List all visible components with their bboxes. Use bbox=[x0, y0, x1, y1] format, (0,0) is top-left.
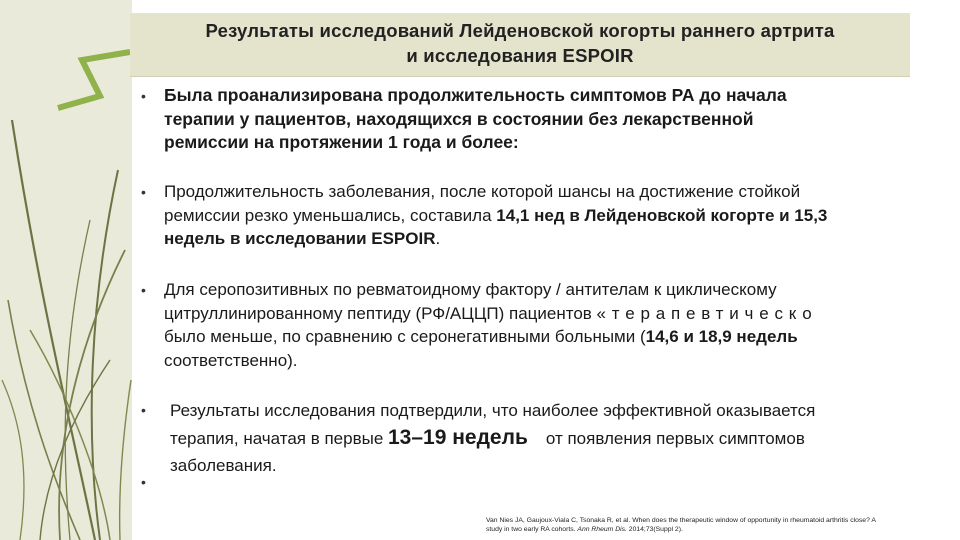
bullet-line bbox=[170, 424, 960, 453]
reference-line: Van Nies JA, Gaujoux-Viala C, Tsonaka R, et al. When does the therapeutic window of opportunity in rheumatoid arthritis close? A bbox=[486, 517, 876, 524]
bullet-span: цитруллинированному пептиду (РФ/АЦЦП) пациентов bbox=[164, 303, 597, 323]
reference-span: 2014;73(Suppl 2). bbox=[626, 526, 683, 533]
reference-citation bbox=[486, 516, 956, 534]
decorative-side-panel bbox=[0, 0, 132, 540]
reference-line bbox=[486, 525, 956, 534]
bullet-highlight: 13–19 недель bbox=[388, 426, 528, 449]
bullet-span: ремиссии резко уменьшались, составила bbox=[164, 205, 497, 225]
bullet-line: Продолжительность заболевания, после которой шансы на достижение стойкой bbox=[164, 182, 801, 201]
bullet-span: было меньше, по сравнению с серонегативными больными ( bbox=[164, 327, 646, 346]
slide-title-line-2: и исследования ESPOIR bbox=[406, 45, 634, 66]
bullet-line: терапии у пациентов, находящихся в состоянии без лекарственной bbox=[164, 108, 754, 129]
bullet-line: Была проанализирована продолжительность симптомов РА до начала bbox=[164, 85, 787, 105]
bullet-span: терапия, начатая в первые bbox=[170, 429, 388, 448]
bullet-spaced-text: «терапевтическо bbox=[596, 303, 818, 323]
bullet-line: соответственно). bbox=[164, 350, 298, 370]
slide-title-line-1: Результаты исследований Лейденовской когорты раннего артрита bbox=[205, 20, 835, 41]
bullet-line bbox=[164, 227, 960, 251]
bullet-text bbox=[170, 398, 960, 479]
slide-title-box bbox=[130, 13, 910, 77]
reference-span: study in two early RA cohorts. bbox=[486, 526, 578, 533]
bullet-span: от появления первых симптомов bbox=[545, 429, 805, 448]
bullet-emphasis: 14,6 и 18,9 недель bbox=[645, 327, 798, 346]
bullet-item bbox=[137, 84, 960, 155]
bullet-item bbox=[137, 398, 960, 479]
bullet-marker: • bbox=[141, 282, 146, 298]
bullet-emphasis: недель в исследовании ESPOIR bbox=[164, 229, 436, 248]
bullet-line: Результаты исследования подтвердили, что наиболее эффективной оказывается bbox=[170, 401, 816, 420]
bullet-span: . bbox=[435, 229, 441, 248]
bullet-marker: • bbox=[141, 474, 146, 490]
reference-journal: Ann Rheum Dis. bbox=[577, 526, 627, 533]
bullet-marker: • bbox=[141, 184, 146, 200]
bullet-marker: • bbox=[141, 402, 146, 418]
bullet-emphasis: 14,1 нед в Лейденовской когорте и 15,3 bbox=[496, 205, 828, 225]
bullet-line: Для серопозитивных по ревматоидному фактору / антителам к циклическому bbox=[164, 280, 777, 299]
bullet-line bbox=[164, 325, 960, 349]
bullet-text bbox=[164, 180, 960, 251]
grass-decoration-icon bbox=[0, 0, 132, 540]
bullet-text bbox=[164, 84, 960, 155]
bullet-text bbox=[164, 278, 960, 372]
bullet-line bbox=[164, 204, 960, 228]
bullet-item bbox=[137, 180, 960, 251]
bullet-line: ремиссии на протяжении 1 года и более: bbox=[164, 132, 519, 152]
bullet-item bbox=[137, 278, 960, 372]
bullet-marker: • bbox=[141, 88, 146, 104]
bullet-line: заболевания. bbox=[170, 456, 277, 475]
bullet-line bbox=[164, 302, 960, 326]
